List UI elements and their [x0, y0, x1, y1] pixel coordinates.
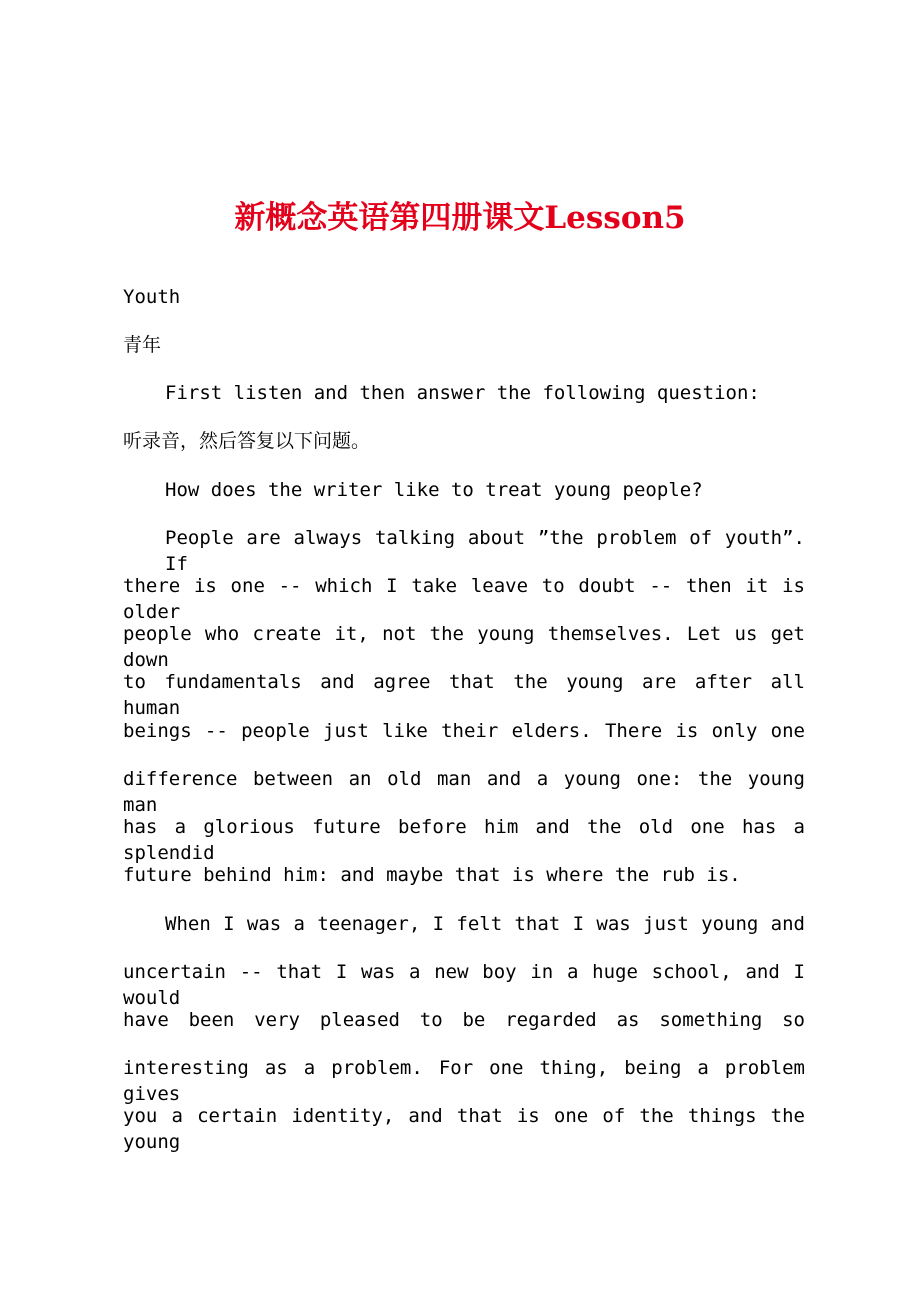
paragraph1-line-8: future behind him: and maybe that is where the rub is. [123, 864, 741, 886]
instruction-english: First listen and then answer the following question: [165, 382, 760, 404]
instruction-chinese: 听录音，然后答复以下问题。 [123, 430, 371, 452]
paragraph2-line-4: interesting as a problem. For one thing, being a problem gives [123, 1057, 805, 1105]
paragraph2-line-3: have been very pleased to be regarded as something so [123, 1009, 805, 1031]
paragraph2-line-1: When I was a teenager, I felt that I was just young and [165, 913, 805, 935]
heading-english: Youth [123, 286, 181, 308]
paragraph1-line-1: People are always talking about ”the problem of youth”. If [165, 527, 805, 575]
question-text: How does the writer like to treat young people? [165, 479, 703, 501]
document-title: 新概念英语第四册课文Lesson5 [234, 200, 686, 236]
paragraph1-line-4: to fundamentals and agree that the young are after all human [123, 671, 805, 719]
paragraph1-line-3: people who create it, not the young themselves. Let us get down [123, 623, 805, 671]
paragraph1-line-5: beings -- people just like their elders. There is only one [123, 720, 805, 742]
paragraph2-line-2: uncertain -- that I was a new boy in a huge school, and I would [123, 961, 805, 1009]
paragraph1-line-2: there is one -- which I take leave to doubt -- then it is older [123, 575, 805, 623]
heading-chinese: 青年 [123, 334, 162, 356]
paragraph1-line-6: difference between an old man and a young one: the young man [123, 768, 805, 816]
paragraph1-line-7: has a glorious future before him and the old one has a splendid [123, 816, 805, 864]
paragraph2-line-5: you a certain identity, and that is one of the things the young [123, 1105, 805, 1153]
